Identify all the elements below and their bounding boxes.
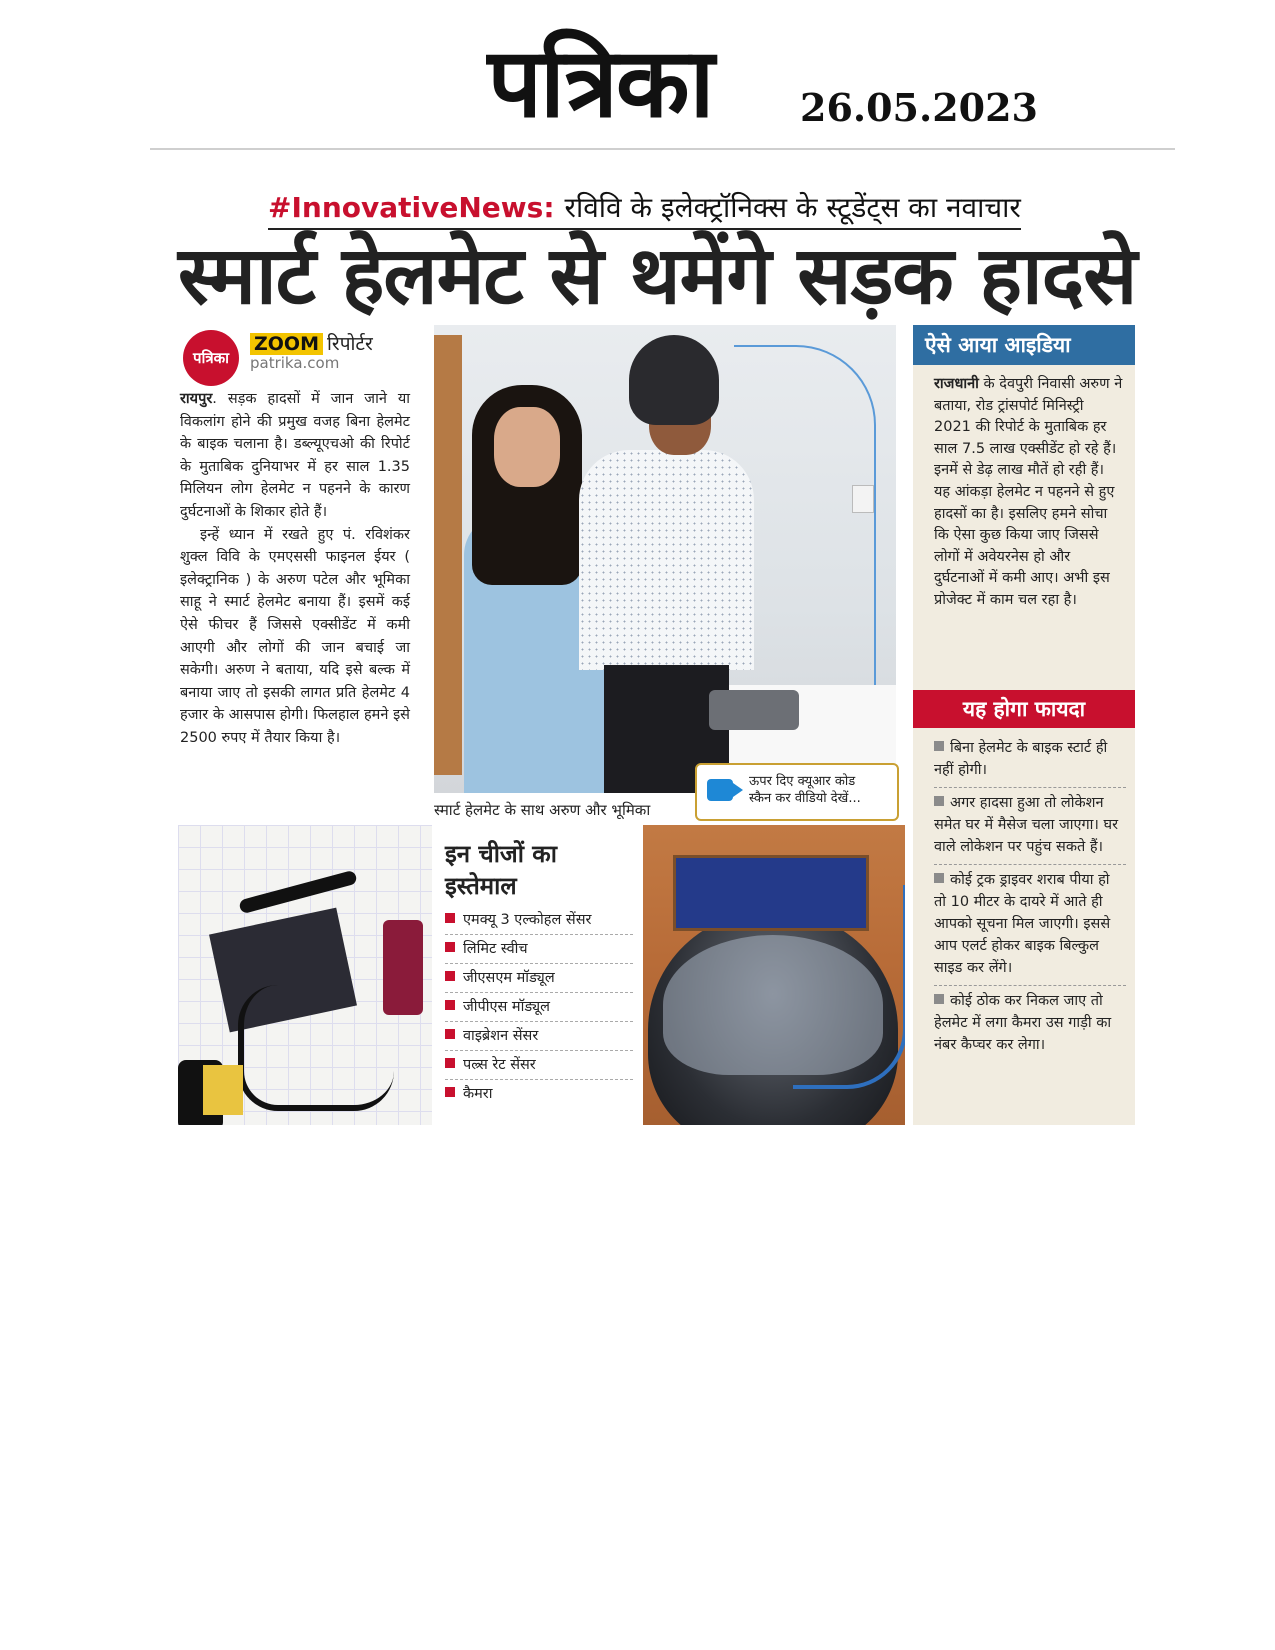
bullet-square-icon: [445, 971, 455, 981]
helmet-icon: [629, 335, 719, 425]
byline-site: patrika.com: [250, 354, 340, 372]
idea-heading: ऐसे आया आइडिया: [913, 325, 1135, 365]
component-item: [445, 906, 633, 935]
benefit-text: कोई ठोक कर निकल जाए तो हेलमेट में लगा कैमरा उस गाड़ी का नंबर कैप्चर कर लेगा।: [934, 993, 1112, 1053]
photo-person-arun: [579, 450, 754, 670]
photo-battery: [383, 920, 423, 1015]
component-text: कैमरा: [463, 1086, 493, 1102]
benefit-text: बिना हेलमेट के बाइक स्टार्ट ही नहीं होगी।: [934, 740, 1108, 778]
bullet-square-icon: [934, 796, 944, 806]
component-text: जीएसएम मॉड्यूल: [463, 970, 555, 986]
component-item: [445, 964, 633, 993]
article-para-1: [180, 388, 410, 524]
component-text: वाइब्रेशन सेंसर: [463, 1028, 539, 1044]
byline-reporter: रिपोर्टर: [327, 333, 373, 355]
dateline: रायपुर: [180, 391, 213, 407]
byline: [250, 330, 373, 356]
article-para-2: इन्हें ध्यान में रखते हुए पं. रविशंकर शुक्ल विवि के एमएससी फाइनल ईयर ( इलेक्ट्रानिक ) के अरुण पटेल और भूमिका साहू ने स्मार्ट हेलमेट बनाया हैं। इसमें कई ऐसे फीचर हैं जिससे एक्सीडेंट में कमी आएगी और लोगों की जान बचाई जा सकेगी। अरुण ने बताया, यदि इसे बल्क में बनाया जाए तो इसकी लागत प्रति हेलमेट 4 हजार के आसपास होगी। फिलहाल हमने इसे 2500 रुपए में तैयार किया है।: [180, 526, 410, 746]
circuit-photo: [178, 825, 432, 1125]
bullet-square-icon: [445, 1029, 455, 1039]
qr-text-line-2: स्कैन कर वीडियो देखें...: [749, 791, 861, 806]
qr-text: [749, 773, 861, 807]
video-camera-icon: [707, 779, 733, 801]
article-body: [180, 388, 410, 750]
benefit-item: [934, 986, 1126, 1062]
components-list: [445, 906, 633, 1108]
bullet-square-icon: [445, 1000, 455, 1010]
helmet-prototype-photo: [643, 825, 905, 1125]
photo-face: [494, 407, 560, 487]
benefit-item: [934, 865, 1126, 986]
benefit-text: कोई ट्रक ड्राइवर शराब पीया हो तो 10 मीटर के दायरे में आते ही आपको सूचना मिल जाएगी। इससे आप एलर्ट होकर बाइक बिल्कुल साइड कर लेंगे।: [934, 872, 1111, 976]
main-photo: [434, 325, 896, 793]
publication-date: 26.05.2023: [800, 85, 1038, 130]
bullet-square-icon: [934, 994, 944, 1004]
photo-cable: [238, 985, 394, 1111]
bullet-square-icon: [934, 873, 944, 883]
photo-pen: [238, 870, 358, 915]
kicker: [268, 188, 1021, 230]
component-item: [445, 1051, 633, 1080]
component-text: लिमिट स्वीच: [463, 941, 528, 957]
component-item: [445, 935, 633, 964]
component-item: [445, 993, 633, 1022]
zoom-logo: ZOOM: [250, 333, 323, 355]
photo-usb-cable: [793, 885, 905, 1089]
bullet-square-icon: [445, 942, 455, 952]
bullet-square-icon: [934, 741, 944, 751]
benefit-item: [934, 733, 1126, 788]
photo-device: [709, 690, 799, 730]
photo-caption: स्मार्ट हेलमेट के साथ अरुण और भूमिका: [434, 801, 651, 819]
patrika-logo: पत्रिका: [183, 330, 239, 386]
bullet-square-icon: [445, 1058, 455, 1068]
benefit-text: अगर हादसा हुआ तो लोकेशन समेत घर में मैसेज चला जाएगा। घर वाले लोकेशन पर पहुंच सकते हैं।: [934, 795, 1119, 855]
idea-lead: राजधानी: [934, 376, 979, 392]
component-item: [445, 1022, 633, 1051]
bullet-square-icon: [445, 913, 455, 923]
benefit-heading: यह होगा फायदा: [913, 690, 1135, 728]
photo-door: [434, 335, 462, 775]
component-text: पल्र्स रेट सेंसर: [463, 1057, 536, 1073]
kicker-hash: #Innovative: [268, 191, 459, 224]
component-item: [445, 1080, 633, 1108]
component-text: एमक्यू 3 एल्कोहल सेंसर: [463, 912, 592, 928]
photo-motor: [203, 1065, 243, 1115]
benefit-item: [934, 788, 1126, 865]
component-text: जीपीएस मॉड्यूल: [463, 999, 550, 1015]
kicker-text: रविवि के इलेक्ट्रॉनिक्स के स्टूडेंट्स का नवाचार: [564, 191, 1021, 224]
article-para-1-text: . सड़क हादसों में जान जाने या विकलांग होने की प्रमुख वजह बिना हेलमेट के बाइक चलाना है। डब्ल्यूएचओ की रिपोर्ट के मुताबिक दुनियाभर में हर साल 1.35 मिलियन लोग हेलमेट न पहनने के कारण दुर्घटनाओं के शिकार होते हैं।: [180, 391, 410, 520]
headline: स्मार्ट हेलमेट से थमेंगे सड़क हादसे: [178, 229, 1137, 322]
bullet-square-icon: [445, 1087, 455, 1097]
idea-body: के देवपुरी निवासी अरुण ने बताया, रोड ट्रांसपोर्ट मिनिस्ट्री 2021 की रिपोर्ट के मुताबिक हर साल 7.5 लाख एक्सीडेंट हो रहे हैं। इनमें से डेढ़ लाख मौतें हो रही हैं। यह आंकड़ा हेलमेट न पहनने से हुए हादसों का है। इसलिए हमने सोचा कि ऐसा कुछ किया जाए जिससे लोगों में अवेयरनेस हो और दुर्घटनाओं में कमी आए। अभी इस प्रोजेक्ट में काम चल रहा है।: [934, 376, 1123, 608]
benefit-list: [934, 733, 1126, 1062]
idea-text: [934, 374, 1124, 612]
components-title: इन चीजों का इस्तेमाल: [445, 840, 557, 900]
kicker-news: News:: [458, 191, 555, 224]
masthead-logo: पत्रिका: [487, 26, 713, 139]
qr-video-box: [695, 763, 899, 821]
header-divider: [150, 148, 1175, 150]
qr-text-line-1: ऊपर दिए क्यूआर कोड: [749, 774, 856, 789]
